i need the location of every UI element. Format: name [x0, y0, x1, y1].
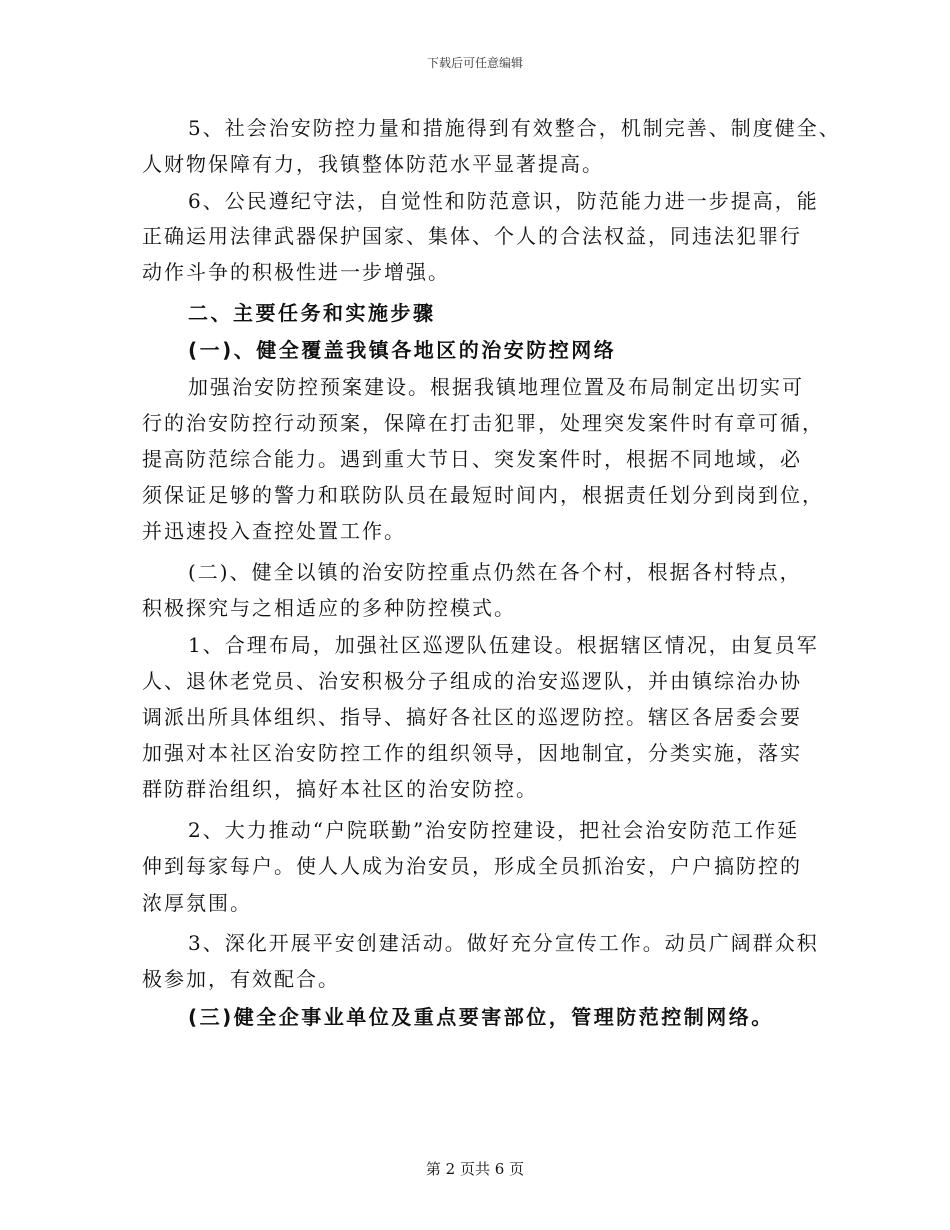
- paragraph-line: 6、公民遵纪守法，自觉性和防范意识，防范能力进一步提高，能: [188, 189, 819, 213]
- paragraph-line: 须保证足够的警力和联防队员在最短时间内，根据责任划分到岗到位，: [142, 483, 824, 507]
- paragraph-line: 行的治安防控行动预案，保障在打击犯罪，处理突发案件时有章可循，: [142, 411, 824, 435]
- paragraph-line: 5、社会治安防控力量和措施得到有效整合，机制完善、制度健全、: [188, 116, 841, 140]
- paragraph-line: 浓厚氛围。: [142, 891, 252, 915]
- paragraph-line: 群防群治组织，搞好本社区的治安防控。: [142, 777, 538, 801]
- subsection-heading: (一)、健全覆盖我镇各地区的治安防控网络: [188, 338, 617, 362]
- subsection-heading: (三)健全企事业单位及重点要害部位，管理防范控制网络。: [188, 1005, 774, 1029]
- paragraph-line: 极参加，有效配合。: [142, 967, 340, 991]
- paragraph-line: 1、合理布局，加强社区巡逻队伍建设。根据辖区情况，由复员军: [188, 633, 819, 657]
- page-footer: 第 2 页共 6 页: [425, 1160, 525, 1178]
- paragraph-line: 动作斗争的积极性进一步增强。: [142, 260, 450, 284]
- section-heading: 二、主要任务和实施步骤: [188, 301, 436, 325]
- paragraph-line: 加强对本社区治安防控工作的组织领导，因地制宜，分类实施，落实: [142, 741, 802, 765]
- paragraph-line: 积极探究与之相适应的多种防控模式。: [142, 596, 516, 620]
- paragraph-line: 人、退休老党员、治安积极分子组成的治安巡逻队，并由镇综治办协: [142, 669, 802, 693]
- paragraph-line: 正确运用法律武器保护国家、集体、个人的合法权益，同违法犯罪行: [142, 224, 802, 248]
- paragraph-line: 人财物保障有力，我镇整体防范水平显著提高。: [142, 152, 604, 176]
- paragraph-line: 3、深化开展平安创建活动。做好充分宣传工作。动员广阔群众积: [188, 931, 819, 955]
- paragraph-line: 提高防范综合能力。遇到重大节日、突发案件时，根据不同地域，必: [142, 447, 802, 471]
- paragraph-line: 调派出所具体组织、指导、搞好各社区的巡逻防控。辖区各居委会要: [142, 705, 802, 729]
- paragraph-line: 伸到每家每户。使人人成为治安员，形成全员抓治安，户户搞防控的: [142, 854, 802, 878]
- paragraph-line: (二)、健全以镇的治安防控重点仍然在各个村，根据各村特点，: [188, 560, 802, 584]
- paragraph-line: 加强治安防控预案建设。根据我镇地理位置及布局制定出切实可: [188, 375, 804, 399]
- paragraph-line: 并迅速投入查控处置工作。: [142, 519, 406, 543]
- paragraph-line: 2、大力推动“户院联勤”治安防控建设，把社会治安防范工作延: [188, 818, 800, 842]
- page-header: 下载后可任意编辑: [426, 56, 523, 70]
